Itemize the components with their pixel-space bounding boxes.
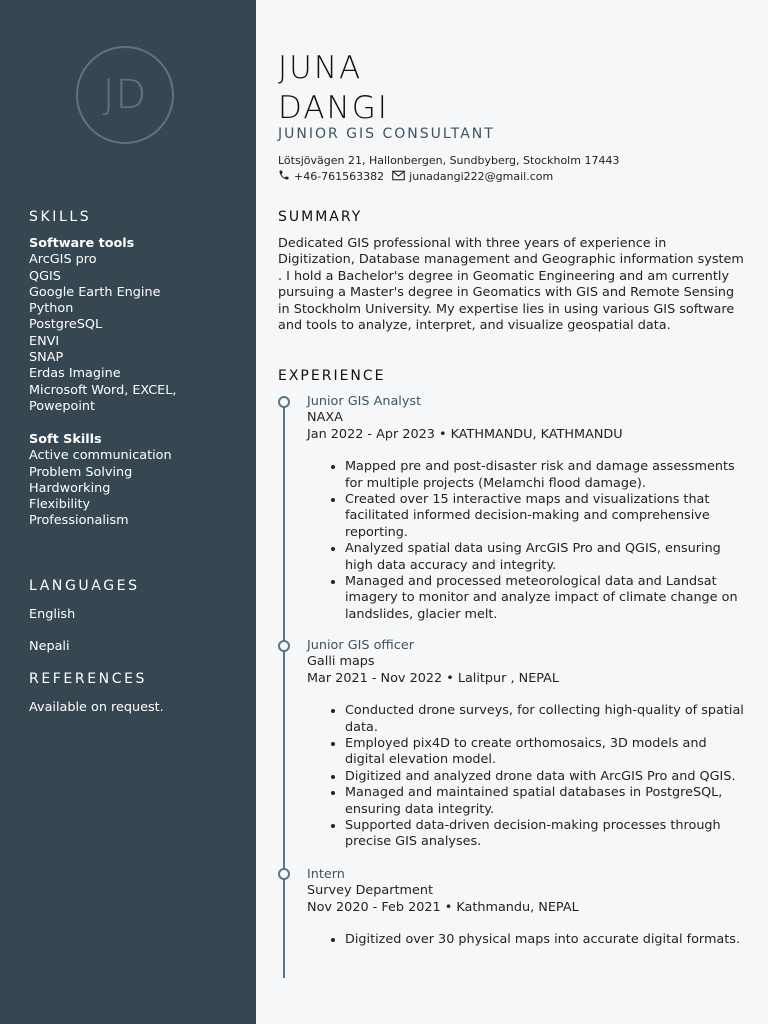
job-title: JUNIOR GIS CONSULTANT bbox=[278, 126, 495, 142]
bullet-item: • Digitized and analyzed drone data with ArcGIS Pro and QGIS. bbox=[345, 769, 747, 785]
skill-item: ENVI bbox=[29, 333, 60, 349]
first-name: JUNA bbox=[278, 50, 363, 86]
soft-skill-item: Active communication bbox=[29, 448, 172, 464]
timeline-dot bbox=[278, 868, 290, 880]
bullet-item: • Managed and maintained spatial databases in PostgreSQL, ensuring data integrity. bbox=[345, 785, 747, 818]
experience-item bbox=[307, 867, 747, 949]
skills-heading: SKILLS bbox=[29, 209, 92, 225]
experience-title: Junior GIS Analyst bbox=[307, 394, 422, 409]
experience-title: Junior GIS officer bbox=[307, 638, 414, 653]
experience-item bbox=[307, 394, 747, 623]
skill-item: Microsoft Word, EXCEL, bbox=[29, 382, 177, 398]
timeline-line bbox=[283, 404, 285, 978]
skill-item: QGIS bbox=[29, 268, 61, 284]
bullet-item: • Digitized over 30 physical maps into accurate digital formats. bbox=[345, 932, 747, 948]
experience-meta: Nov 2020 - Feb 2021 • Kathmandu, NEPAL bbox=[307, 899, 579, 915]
experience-bullets bbox=[307, 932, 747, 948]
experience-title: Intern bbox=[307, 867, 345, 882]
skill-item: Powepoint bbox=[29, 398, 96, 414]
bullet-item: • Conducted drone surveys, for collecting high-quality of spatial data. bbox=[345, 703, 747, 736]
language-item: English bbox=[29, 607, 76, 622]
language-item: Nepali bbox=[29, 639, 70, 654]
address: Lötsjövägen 21, Hallonbergen, Sundbyberg, Stockholm 17443 bbox=[278, 154, 620, 167]
bullet-item: • Supported data-driven decision-making processes through precise GIS analyses. bbox=[345, 818, 747, 851]
software-tools-block bbox=[29, 236, 249, 415]
languages-heading: LANGUAGES bbox=[29, 578, 140, 594]
software-tools-heading: Software tools bbox=[29, 236, 135, 251]
summary-text: Dedicated GIS professional with three years of experience in Digitization, Database management and Geographic information system . I hold a Bachelor's degree in Geomatic Engineering and am currently pursuing a Master's degree in Geomatics with GIS and Remote Sensing in Stockholm University. My expertise lies in using various GIS software and tools to analyze, interpret, and visualize geospatial data. bbox=[278, 236, 744, 334]
experience-item bbox=[307, 638, 747, 851]
summary-heading: SUMMARY bbox=[278, 209, 363, 225]
skill-item: Erdas Imagine bbox=[29, 366, 121, 382]
soft-skill-item: Flexibility bbox=[29, 497, 91, 513]
phone-icon bbox=[278, 169, 294, 184]
bullet-item: • Mapped pre and post-disaster risk and damage assessments for multiple projects (Melamchi flood damage). bbox=[345, 459, 747, 492]
bullet-item: • Managed and processed meteorological data and Landsat imagery to monitor and analyze impact of climate change on landslides, glacier melt. bbox=[345, 574, 747, 623]
email-address[interactable]: junadangi222@gmail.com bbox=[409, 170, 554, 183]
references-heading: REFERENCES bbox=[29, 671, 148, 687]
skill-item: ArcGIS pro bbox=[29, 252, 97, 268]
bullet-item: • Employed pix4D to create orthomosaics, 3D models and digital elevation model. bbox=[345, 736, 747, 769]
candidate-name bbox=[278, 48, 389, 128]
soft-skill-item: Problem Solving bbox=[29, 464, 133, 480]
bullet-item: • Created over 15 interactive maps and visualizations that facilitated informed decision-making and comprehensive reporting. bbox=[345, 492, 747, 541]
soft-skill-item: Professionalism bbox=[29, 513, 129, 529]
phone-number[interactable]: +46-761563382 bbox=[294, 170, 385, 183]
skill-item: PostgreSQL bbox=[29, 317, 103, 333]
experience-org: Survey Department bbox=[307, 883, 434, 899]
experience-meta: Mar 2021 - Nov 2022 • Lalitpur , NEPAL bbox=[307, 670, 560, 686]
experience-heading: EXPERIENCE bbox=[278, 368, 386, 384]
experience-bullets bbox=[307, 459, 747, 623]
bullet-item: • Analyzed spatial data using ArcGIS Pro and QGIS, ensuring high data accuracy and integrity. bbox=[345, 541, 747, 574]
experience-org: NAXA bbox=[307, 410, 343, 426]
soft-skills-block bbox=[29, 432, 249, 530]
monogram-avatar: JD bbox=[76, 46, 174, 144]
skill-item: SNAP bbox=[29, 350, 64, 366]
references-text: Available on request. bbox=[29, 700, 164, 715]
soft-skills-heading: Soft Skills bbox=[29, 432, 102, 447]
contact-row bbox=[278, 169, 553, 184]
soft-skill-item: Hardworking bbox=[29, 480, 111, 496]
experience-org: Galli maps bbox=[307, 654, 375, 670]
sidebar bbox=[0, 0, 256, 1024]
skill-item: Python bbox=[29, 301, 74, 317]
timeline-dot bbox=[278, 640, 290, 652]
experience-bullets bbox=[307, 703, 747, 851]
skill-item: Google Earth Engine bbox=[29, 284, 161, 300]
last-name: DANGI bbox=[278, 90, 389, 126]
email-icon bbox=[392, 170, 409, 184]
timeline-dot bbox=[278, 396, 290, 408]
experience-meta: Jan 2022 - Apr 2023 • KATHMANDU, KATHMANDU bbox=[307, 426, 623, 442]
